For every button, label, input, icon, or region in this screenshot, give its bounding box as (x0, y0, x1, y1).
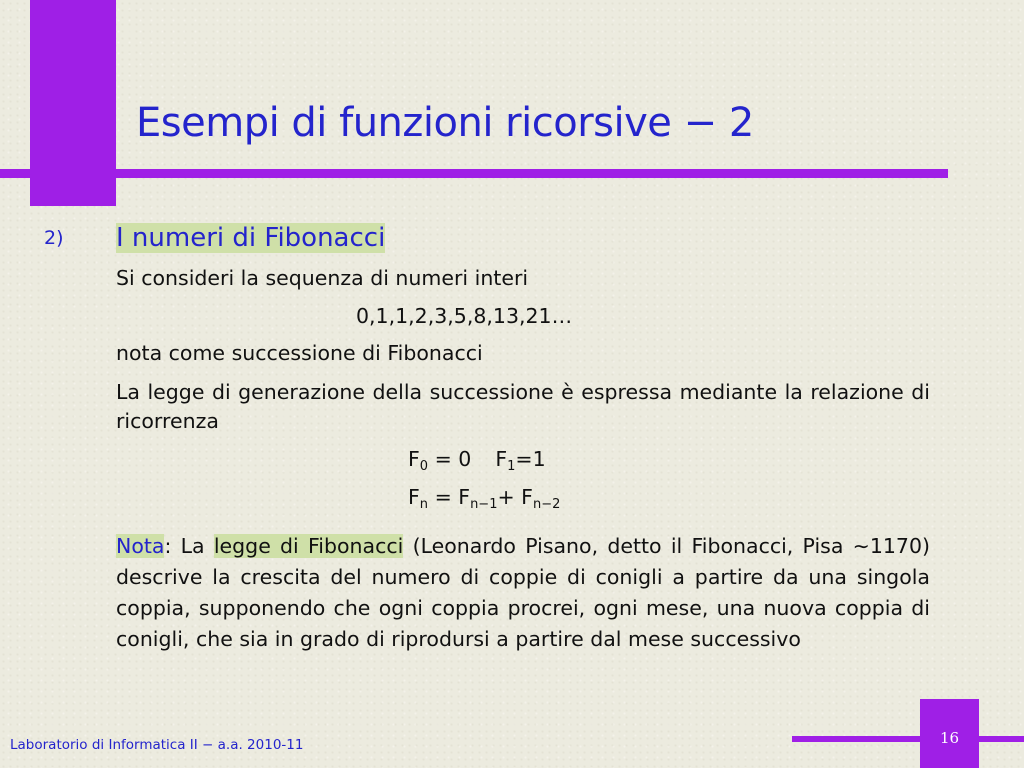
formula2-subn: n (419, 497, 429, 512)
title-rule (0, 169, 948, 178)
text-line-1: Si consideri la sequenza di numeri interi (116, 266, 529, 290)
nota-label: Nota (116, 534, 165, 558)
formula1-sub0: 0 (419, 459, 429, 474)
formula1-f0: F (408, 447, 420, 471)
nota-term: legge di Fibonacci (213, 534, 404, 558)
text-paragraph-recurrence: La legge di generazione della successione è espressa mediante la relazione di ricorrenza (116, 380, 930, 433)
formula2-plus: + F (497, 485, 533, 509)
item-number: 2) (44, 227, 64, 249)
slide-title: Esempi di funzioni ricorsive − 2 (136, 100, 754, 146)
nota-text: (Leonardo Pisano, detto il Fibonacci, Pisa ∼1170) descrive la crescita del numero di coppie di conigli a partire da una singola coppia, supponendo che ogni coppia procrei, ogni mese, una nuova coppia di conigli, che sia in grado di riprodursi a partire dal mese successivo (116, 534, 930, 651)
formula1-eq0: = 0 (428, 447, 472, 471)
nota-separator: : La (164, 534, 214, 558)
item-heading-text: I numeri di Fibonacci (116, 223, 386, 253)
formula2-subn2: n−2 (532, 497, 561, 512)
formula1-eq1: =1 (515, 447, 546, 471)
fibonacci-sequence: 0,1,1,2,3,5,8,13,21… (356, 304, 573, 328)
text-line-2: nota come successione di Fibonacci (116, 341, 483, 365)
formula1-f1: F (495, 447, 508, 471)
formula-recurrence (408, 483, 560, 512)
formula2-eq: = F (428, 485, 471, 509)
footer-rule (792, 736, 1024, 742)
footer-course: Laboratorio di Informatica II − a.a. 2010-11 (10, 737, 304, 753)
formula-base-cases (408, 445, 546, 474)
formula2-f: F (408, 485, 420, 509)
formula1-sub1: 1 (507, 459, 516, 474)
page-number: 16 (939, 729, 960, 747)
formula2-subn1: n−1 (470, 497, 498, 512)
item-heading (116, 223, 385, 253)
nota-paragraph (116, 531, 930, 655)
